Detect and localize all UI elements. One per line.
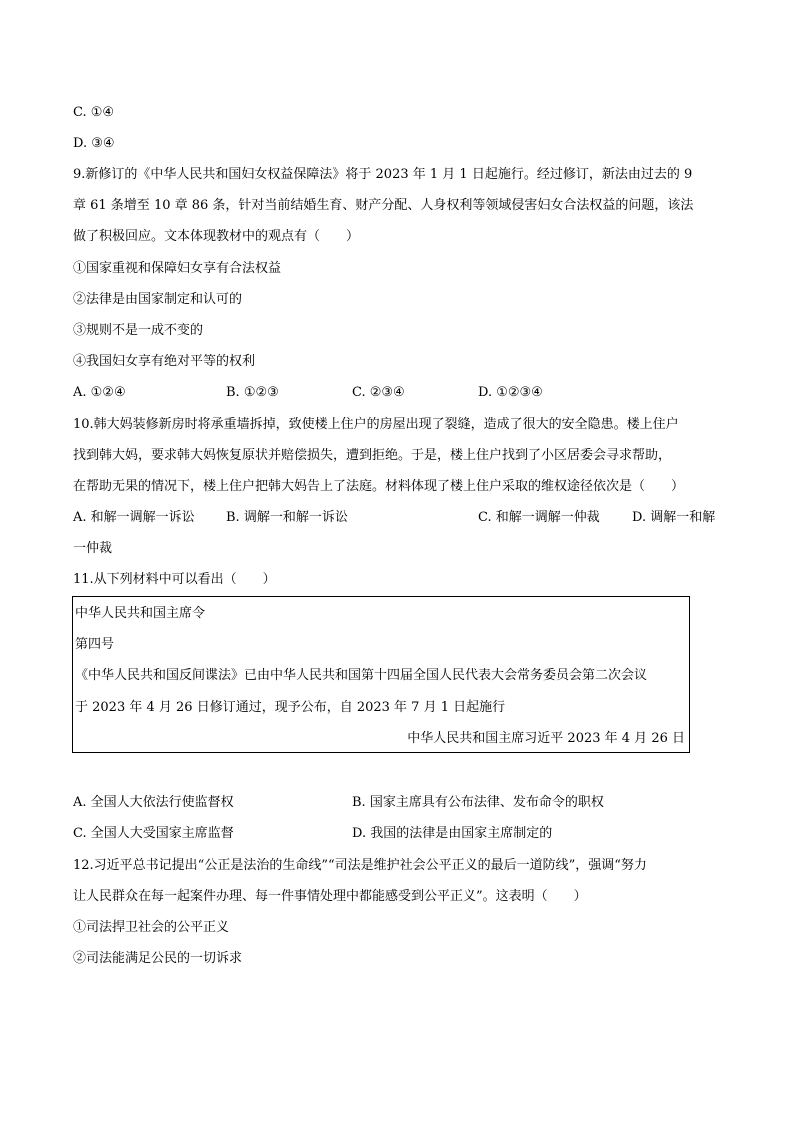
q9-option-a: A. ①②④ (73, 385, 126, 400)
q10-stem-line-1: 10.韩大妈装修新房时将承重墙拆掉，致使楼上住户的房屋出现了裂缝，造成了很大的安全隐患。楼上住户 (73, 417, 679, 432)
q11-option-b: B. 国家主席具有公布法律、发布命令的职权 (352, 795, 604, 810)
q11-material-box (72, 596, 690, 753)
q9-option-b: B. ①②③ (226, 385, 279, 400)
q11-box-line-4: 于 2023 年 4 月 26 日修订通过，现予公布，自 2023 年 7 月 1 日起施行 (75, 700, 506, 715)
q10-option-a: A. 和解一调解一诉讼 (73, 510, 195, 525)
q9-stem-line-3: 做了积极回应。文本体现教材中的观点有（ ） (73, 229, 360, 244)
q9-item-2: ②法律是由国家制定和认可的 (73, 292, 243, 307)
q9-item-1: ①国家重视和保障妇女享有合法权益 (73, 261, 282, 276)
q9-stem-line-1: 9.新修订的《中华人民共和国妇女权益保障法》将于 2023 年 1 月 1 日起施行。经过修订，新法由过去的 9 (73, 167, 693, 182)
q10-stem-line-3: 在帮助无果的情况下，楼上住户把韩大妈告上了法庭。材料体现了楼上住户采取的维权途径依次是（ ） (73, 479, 685, 494)
q11-box-line-1: 中华人民共和国主席令 (75, 606, 206, 621)
q11-option-c: C. 全国人大受国家主席监督 (73, 826, 234, 841)
q11-box-line-2: 第四号 (75, 637, 115, 652)
q9-stem-line-2: 章 61 条增至 10 章 86 条，针对当前结婚生育、财产分配、人身权利等领域侵害妇女合法权益的问题，该法 (73, 198, 694, 213)
q9-option-c: C. ②③④ (352, 385, 405, 400)
q12-item-2: ②司法能满足公民的一切诉求 (73, 951, 243, 966)
q10-option-d: D. 调解一和解 (632, 510, 716, 525)
q11-stem: 11.从下列材料中可以看出（ ） (73, 572, 276, 587)
q10-option-b: B. 调解一和解一诉讼 (226, 510, 348, 525)
q9-item-3: ③规则不是一成不变的 (73, 323, 204, 338)
q10-option-d-continued: 一仲裁 (73, 541, 113, 556)
q12-stem-line-1: 12.习近平总书记提出“公正是法治的生命线”“司法是维护社会公平正义的最后一道防线”，强调“努力 (73, 858, 647, 873)
q10-option-c: C. 和解一调解一仲裁 (478, 510, 600, 525)
q11-option-a: A. 全国人大依法行使监督权 (73, 795, 234, 810)
q11-box-line-3: 《中华人民共和国反间谍法》已由中华人民共和国第十四届全国人民代表大会常务委员会第二次会议 (75, 668, 648, 683)
q11-option-d: D. 我国的法律是由国家主席制定的 (352, 826, 553, 841)
q9-option-d: D. ①②③④ (478, 385, 543, 400)
q12-item-1: ①司法捍卫社会的公平正义 (73, 920, 230, 935)
q9-item-4: ④我国妇女享有绝对平等的权利 (73, 354, 256, 369)
q8-option-c: C. ①④ (73, 105, 115, 120)
q10-stem-line-2: 找到韩大妈，要求韩大妈恢复原状并赔偿损失，遭到拒绝。于是，楼上住户找到了小区居委会寻求帮助， (73, 448, 672, 463)
q11-box-signature: 中华人民共和国主席习近平 2023 年 4 月 26 日 (407, 731, 685, 746)
q8-option-d: D. ③④ (73, 136, 115, 151)
q12-stem-line-2: 让人民群众在每一起案件办理、每一件事情处理中都能感受到公平正义”。这表明（ ） (73, 889, 587, 904)
